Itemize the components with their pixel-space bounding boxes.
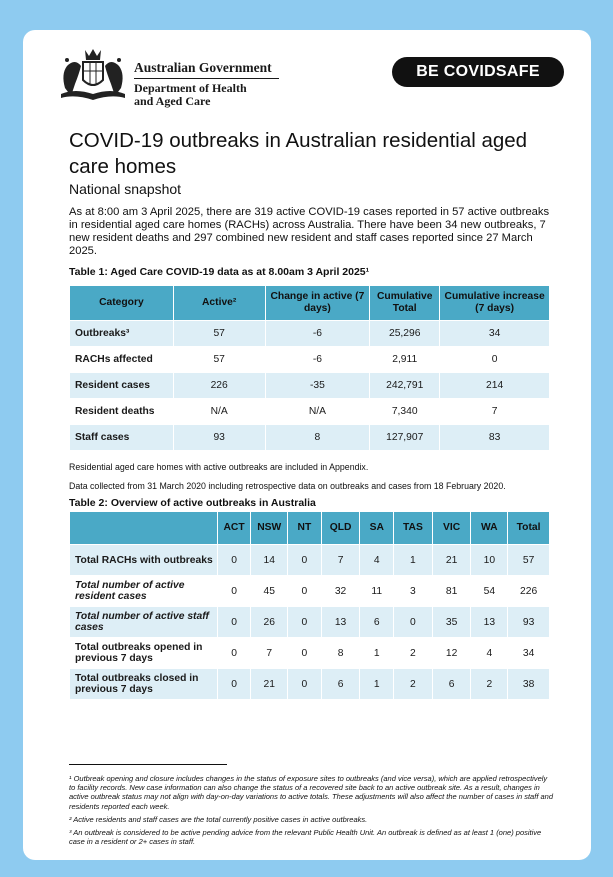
table-cell: 57	[173, 347, 265, 373]
column-header: TAS	[394, 512, 433, 545]
table-cell: 4	[360, 545, 394, 576]
table-cell: 57	[508, 545, 550, 576]
table-cell: 0	[217, 607, 251, 638]
table-cell: 7	[251, 638, 288, 669]
table-cell: 83	[440, 425, 550, 451]
aged-care-data-table	[69, 285, 550, 451]
table1-caption: Table 1: Aged Care COVID-19 data as at 8.00am 3 April 2025¹	[69, 266, 370, 278]
table-cell: 35	[432, 607, 471, 638]
table-cell: 81	[432, 576, 471, 607]
table-cell: 13	[321, 607, 360, 638]
government-logo-text	[134, 60, 279, 108]
table-cell: 7	[321, 545, 360, 576]
footnote-divider	[69, 764, 227, 765]
table-cell: 0	[440, 347, 550, 373]
page-subtitle: National snapshot	[69, 181, 182, 197]
table-cell: 38	[508, 669, 550, 700]
table-cell: 6	[360, 607, 394, 638]
table-cell: 0	[217, 669, 251, 700]
table-cell: 2,911	[370, 347, 440, 373]
coat-of-arms-logo	[55, 44, 131, 102]
covidsafe-badge: BE COVIDSAFE	[392, 57, 564, 87]
table-cell: 8	[321, 638, 360, 669]
table-cell: 34	[508, 638, 550, 669]
row-label: Resident cases	[70, 373, 174, 399]
column-header: QLD	[321, 512, 360, 545]
table-cell: 45	[251, 576, 288, 607]
table-cell: 3	[394, 576, 433, 607]
footnote-2: ² Active residents and staff cases are the total currently positive cases in active outbreaks.	[69, 814, 368, 824]
column-header: Total	[508, 512, 550, 545]
table-header-row	[70, 286, 550, 321]
table-cell: 34	[440, 321, 550, 347]
table-cell: 0	[217, 576, 251, 607]
table-cell: 32	[321, 576, 360, 607]
table-cell: 93	[508, 607, 550, 638]
row-label: Total outbreaks opened in previous 7 days	[70, 638, 218, 669]
table-cell: 25,296	[370, 321, 440, 347]
row-label: Total RACHs with outbreaks	[70, 545, 218, 576]
table-cell: 6	[321, 669, 360, 700]
table-cell: 226	[173, 373, 265, 399]
table-cell: 57	[173, 321, 265, 347]
table-cell: 26	[251, 607, 288, 638]
table-cell: N/A	[265, 399, 370, 425]
row-label: RACHs affected	[70, 347, 174, 373]
table-cell: 4	[471, 638, 508, 669]
table-cell: 1	[394, 545, 433, 576]
table-row	[70, 373, 550, 399]
footnotes	[69, 774, 555, 850]
table-cell: 226	[508, 576, 550, 607]
table-cell: 12	[432, 638, 471, 669]
data-collection-note: Data collected from 31 March 2020 including retrospective data on outbreaks and cases from 18 February 2020.	[69, 481, 506, 491]
table-cell: 0	[288, 638, 322, 669]
table-cell: 11	[360, 576, 394, 607]
table-cell: 0	[394, 607, 433, 638]
appendix-note: Residential aged care homes with active outbreaks are included in Appendix.	[69, 462, 369, 472]
table-row	[70, 321, 550, 347]
table-cell: 14	[251, 545, 288, 576]
table-row	[70, 425, 550, 451]
table-row	[70, 545, 550, 576]
table-row	[70, 347, 550, 373]
table-cell: 1	[360, 669, 394, 700]
table-cell: 2	[394, 638, 433, 669]
table-row	[70, 607, 550, 638]
table-row	[70, 399, 550, 425]
government-title: Australian Government	[134, 60, 272, 75]
table-header-row	[70, 512, 550, 545]
table-cell: 21	[251, 669, 288, 700]
table-row	[70, 576, 550, 607]
table-cell: 0	[288, 545, 322, 576]
table-cell: N/A	[173, 399, 265, 425]
document-page	[23, 30, 591, 860]
table-cell: 2	[394, 669, 433, 700]
table-cell: 13	[471, 607, 508, 638]
table-row	[70, 669, 550, 700]
page-title: COVID-19 outbreaks in Australian residential aged care homes	[69, 129, 528, 178]
table-cell: 54	[471, 576, 508, 607]
intro-paragraph: As at 8:00 am 3 April 2025, there are 319 active COVID-19 cases reported in 57 active outbreaks in residential aged care homes (RACHs) across Australia. There have been 34 new outbreaks, 7 new resident deaths and 297 combined new resident and staff cases reported since 27 March 2025.	[69, 206, 550, 257]
table-cell: 127,907	[370, 425, 440, 451]
table2-caption: Table 2: Overview of active outbreaks in Australia	[69, 497, 316, 509]
table-cell: 242,791	[370, 373, 440, 399]
table-cell: 0	[217, 638, 251, 669]
table-cell: 7,340	[370, 399, 440, 425]
table-cell: 0	[288, 607, 322, 638]
column-header: VIC	[432, 512, 471, 545]
row-label: Total number of active resident cases	[70, 576, 218, 607]
outbreaks-by-state-table	[69, 511, 550, 700]
table-cell: 0	[217, 545, 251, 576]
table-cell: 1	[360, 638, 394, 669]
column-header: WA	[471, 512, 508, 545]
logo-divider	[134, 78, 279, 79]
column-header	[70, 512, 218, 545]
table-cell: 8	[265, 425, 370, 451]
table-cell: 6	[432, 669, 471, 700]
table-cell: -6	[265, 321, 370, 347]
footnote-1: ¹ Outbreak opening and closure includes changes in the status of exposure sites to outbreaks (and vice versa), which are applied retrospectively to facility records. New case information can also change the status of a recovered site back to an active outbreak site. As a result, changes in active outbreak status may not align with day-on-day variations to active totals. These adjustments will also affect the number of cases in staff and residents reported each week.	[69, 774, 553, 811]
row-label: Total outbreaks closed in previous 7 days	[70, 669, 218, 700]
row-label: Resident deaths	[70, 399, 174, 425]
table-cell: 93	[173, 425, 265, 451]
column-header: Change in active (7 days)	[265, 286, 370, 321]
table-cell: 0	[288, 576, 322, 607]
table-cell: -35	[265, 373, 370, 399]
table-cell: -6	[265, 347, 370, 373]
row-label: Outbreaks³	[70, 321, 174, 347]
table-cell: 214	[440, 373, 550, 399]
table-row	[70, 638, 550, 669]
table-cell: 2	[471, 669, 508, 700]
column-header: ACT	[217, 512, 251, 545]
table-cell: 0	[288, 669, 322, 700]
footnote-3: ³ An outbreak is considered to be active pending advice from the relevant Public Health Unit. An outbreak is defined as at least 1 (one) positive case in a resident or 2+ cases in staff.	[69, 828, 542, 847]
department-line-1: Department of Health	[134, 81, 247, 95]
column-header: NSW	[251, 512, 288, 545]
table-cell: 21	[432, 545, 471, 576]
column-header: Cumulative increase (7 days)	[440, 286, 550, 321]
column-header: Active²	[173, 286, 265, 321]
column-header: Category	[70, 286, 174, 321]
table-cell: 7	[440, 399, 550, 425]
column-header: SA	[360, 512, 394, 545]
column-header: Cumulative Total	[370, 286, 440, 321]
department-line-2: and Aged Care	[134, 94, 211, 108]
row-label: Total number of active staff cases	[70, 607, 218, 638]
table-cell: 10	[471, 545, 508, 576]
row-label: Staff cases	[70, 425, 174, 451]
column-header: NT	[288, 512, 322, 545]
